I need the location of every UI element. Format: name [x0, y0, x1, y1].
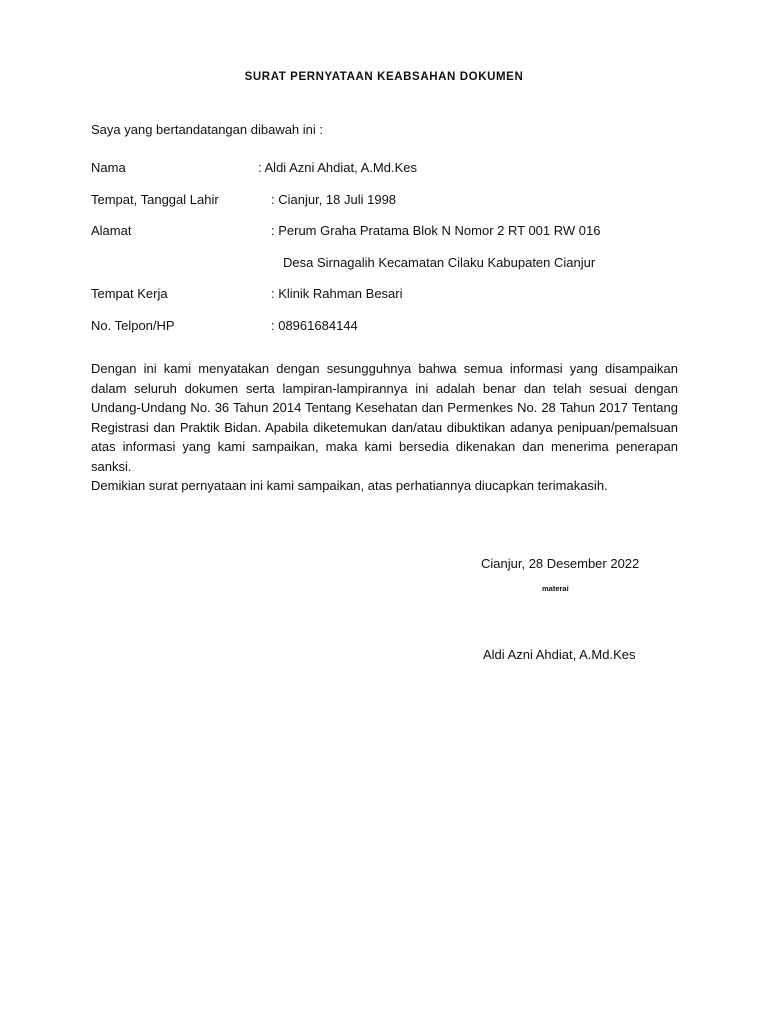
field-value: : 08961684144	[271, 318, 358, 333]
document-title: SURAT PERNYATAAN KEABSAHAN DOKUMEN	[244, 71, 524, 83]
closing-text: Demikian surat pernyataan ini kami sampaikan, atas perhatiannya diucapkan terimakasih.	[91, 478, 608, 493]
field-label: Tempat, Tanggal Lahir	[91, 192, 219, 207]
place-date: Cianjur, 28 Desember 2022	[481, 556, 640, 571]
field-label: Nama	[91, 160, 126, 175]
field-value: : Klinik Rahman Besari	[271, 286, 403, 301]
signatory-name: Aldi Azni Ahdiat, A.Md.Kes	[483, 647, 636, 662]
field-value: Desa Sirnagalih Kecamatan Cilaku Kabupaten Cianjur	[283, 255, 596, 270]
statement-text: Dengan ini kami menyatakan dengan sesungguhnya bahwa semua informasi yang disampaikan dalam seluruh dokumen serta lampiran-lampirannya ini adalah benar dan telah sesuai dengan Undang-Undang No. 36 Tahun 2014 Tentang Kesehatan dan Permenkes No. 28 Tahun 2017 Tentang Registrasi dan Praktik Bidan. Apabila diketemukan dan/atau dibuktikan adanya penipuan/pemalsuan atas informasi yang kami sampaikan, maka kami bersedia dikenakan dan menerima penerapan sanksi.	[91, 361, 678, 474]
stamp-label: materai	[542, 584, 569, 593]
field-value: : Perum Graha Pratama Blok N Nomor 2 RT 001 RW 016	[271, 223, 601, 238]
statement-paragraph	[91, 359, 678, 496]
field-value: : Cianjur, 18 Juli 1998	[271, 192, 397, 207]
field-label: Tempat Kerja	[91, 286, 168, 301]
intro-text: Saya yang bertandatangan dibawah ini :	[91, 122, 324, 137]
field-label: Alamat	[91, 223, 132, 238]
field-label: No. Telpon/HP	[91, 318, 175, 333]
field-value: : Aldi Azni Ahdiat, A.Md.Kes	[258, 160, 417, 175]
